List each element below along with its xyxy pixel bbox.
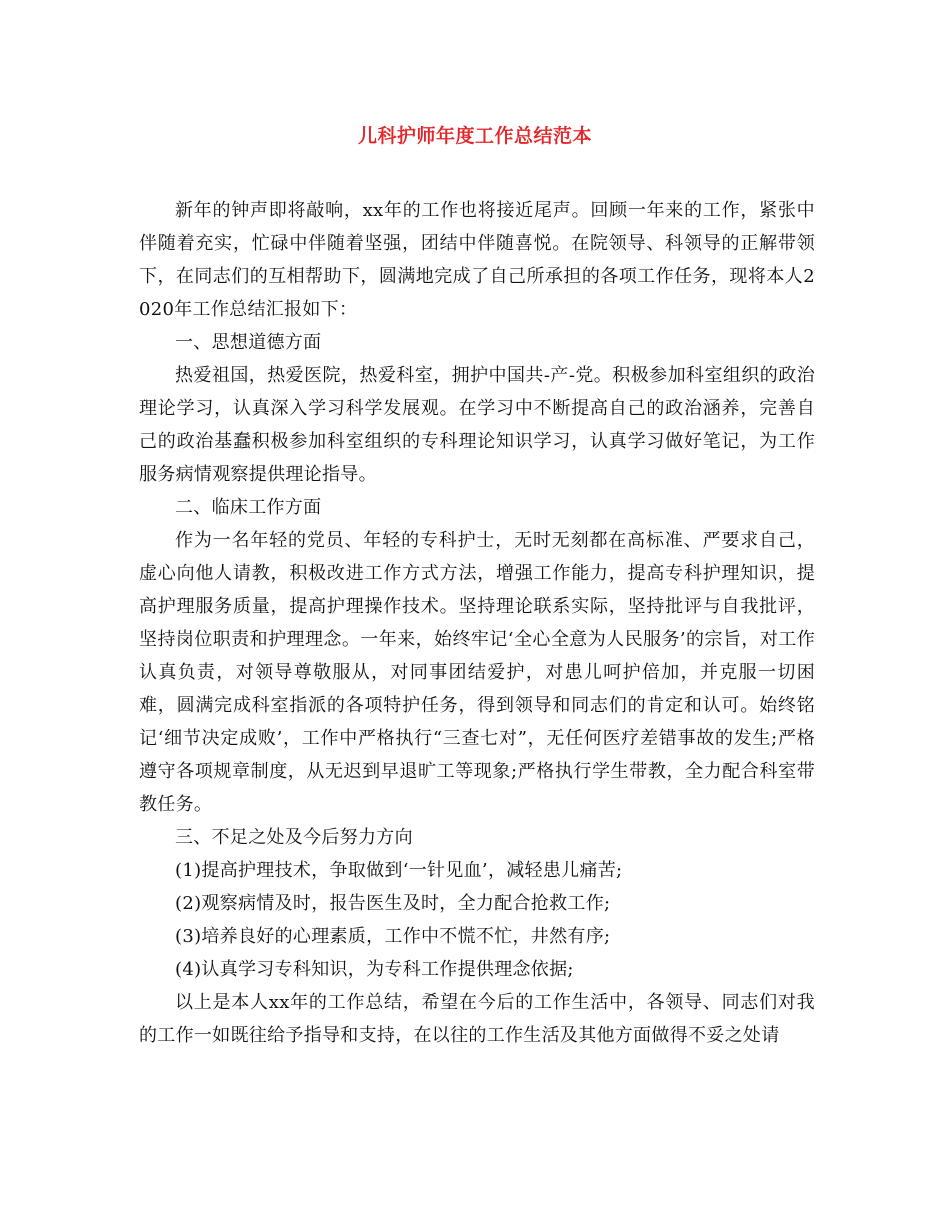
- closing-paragraph: 以上是本人xx年的工作总结，希望在今后的工作生活中，各领导、同志们对我的工作一如既往给予指导和支持，在以往的工作生活及其他方面做得不妥之处请: [139, 992, 815, 1046]
- ideology-paragraph: 热爱祖国，热爱医院，热爱科室，拥护中国共-产-党。积极参加科室组织的政治理论学习，认真深入学习科学发展观。在学习中不断提高自己的政治涵养，完善自己的政治基蠢积极参加科室组织的专科理论知识学习，认真学习做好笔记，为工作服务病情观察提供理论指导。: [139, 365, 815, 485]
- section-heading-improvement: 三、不足之处及今后努力方向: [175, 827, 413, 848]
- improvement-item-3: (3)培养良好的心理素质，工作中不慌不忙，井然有序;: [175, 926, 611, 947]
- clinical-paragraph: 作为一名年轻的党员、年轻的专科护士，无时无刻都在高标准、严要求自己，虚心向他人请教，积极改进工作方式方法，增强工作能力，提高专科护理知识，提高护理服务质量，提高护理操作技术。坚持理论联系实际，坚持批评与自我批评，坚持岗位职责和护理理念。一年来，始终牢记‘全心全意为人民服务’的宗旨，对工作认真负责，对领导尊敬服从，对同事团结爱护，对患儿呵护倍加，并克服一切困难，圆满完成科室指派的各项特护任务，得到领导和同志们的肯定和认可。始终铭记‘细节决定成败’，工作中严格执行“三查七对”，无任何医疗差错事故的发生;严格遵守各项规章制度，从无迟到早退旷工等现象;严格执行学生带教，全力配合科室带教任务。: [139, 530, 815, 815]
- improvement-item-2: (2)观察病情及时，报告医生及时，全力配合抢救工作;: [175, 893, 611, 914]
- improvement-item-4: (4)认真学习专科知识，为专科工作提供理念依据;: [175, 959, 574, 980]
- improvement-item-1: (1)提高护理技术，争取做到‘一针见血’，减轻患儿痛苦;: [175, 860, 623, 881]
- document-body: [139, 194, 815, 1052]
- document-title: 儿科护师年度工作总结范本: [357, 125, 592, 147]
- section-heading-ideology: 一、思想道德方面: [175, 332, 322, 353]
- section-heading-clinical: 二、临床工作方面: [175, 497, 322, 518]
- intro-paragraph: 新年的钟声即将敲响，xx年的工作也将接近尾声。回顾一年来的工作，紧张中伴随着充实，忙碌中伴随着坚强，团结中伴随喜悦。在院领导、科领导的正解带领下，在同志们的互相帮助下，圆满地完成了自己所承担的各项工作任务，现将本人2020年工作总结汇报如下：: [139, 200, 815, 320]
